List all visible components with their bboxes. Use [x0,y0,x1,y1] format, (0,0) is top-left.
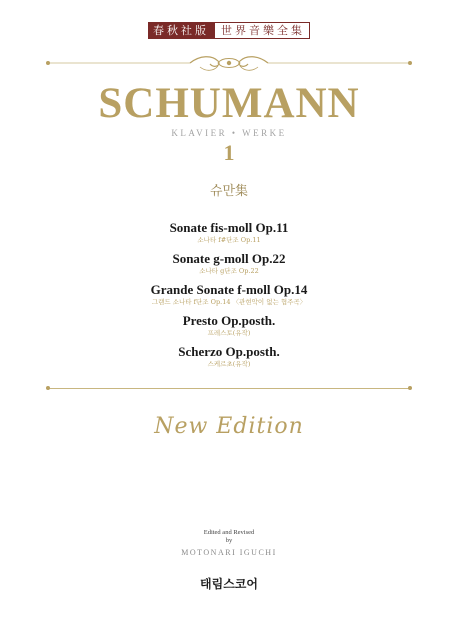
work-item [0,220,458,245]
work-title: Sonate fis-moll Op.11 [169,220,289,235]
work-item [0,251,458,276]
divider-dot-icon [46,386,50,390]
volume-number: 1 [223,140,235,165]
divider-dot-icon [408,386,412,390]
composer-name: SCHUMANN [98,80,360,127]
work-item [0,313,458,338]
work-item [0,282,458,307]
edition-label: New Edition [154,414,304,439]
edited-credit: Edited and Revised [203,529,255,536]
work-subtitle: 스케르초(유작) [207,360,251,368]
work-subtitle: 소나타 g단조 Op.22 [199,267,259,275]
by-credit: by [225,537,233,544]
korean-title: 슈만集 [209,184,249,199]
work-subtitle: 프레스토(유작) [207,329,251,337]
work-title: Sonate g-moll Op.22 [172,251,286,266]
works-list [0,220,458,375]
publisher-header [0,22,458,39]
work-subtitle: 소나타 f#단조 Op.11 [197,236,261,244]
ornament-flourish-icon [0,52,458,74]
work-title: Presto Op.posth. [182,313,276,328]
work-subtitle: 그랜드 소나타 f단조 Op.14 〈관현악이 없는 협주곡〉 [151,298,307,306]
work-title: Grande Sonate f-moll Op.14 [150,282,308,297]
collection-subtitle: KLAVIER • WERKE [171,128,287,138]
publisher-logo: 태림스코어 [200,577,258,591]
editor-name: MOTONARI IGUCHI [181,548,277,557]
work-title: Scherzo Op.posth. [178,344,280,359]
publisher-label: 春秋社版 [148,22,214,39]
divider-line [48,388,410,389]
work-item [0,344,458,369]
series-label: 世界音樂全集 [214,22,310,39]
